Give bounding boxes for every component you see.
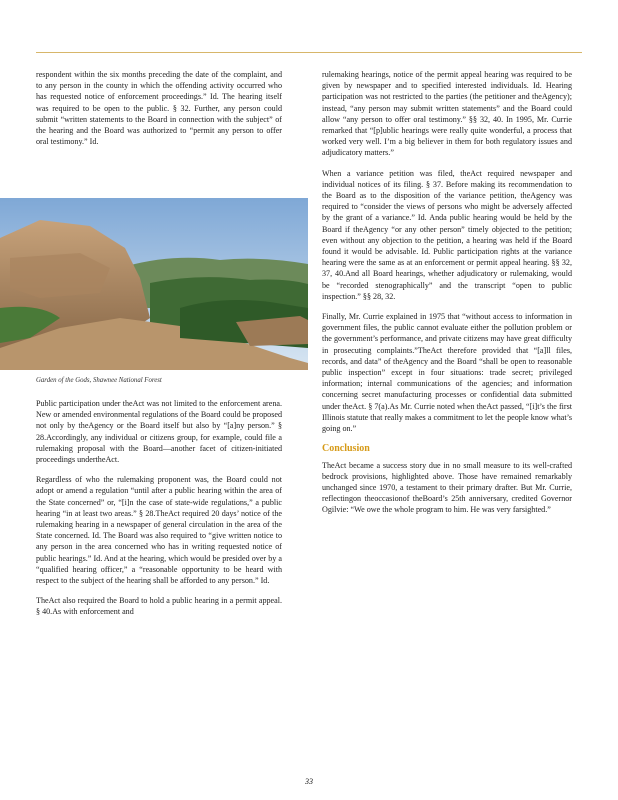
paragraph: When a variance petition was filed, theAct required newspaper and individual notices of its filing. § 37. Before making its recommendation to the Board as to the disposition of the variance petition, theAgency was required to “consider the views of persons who might be adversely affected by the grant of a variance.” Id. Anda public hearing would be held by the Board if theAgency “or any other person” timely objected to the petition; even without any objection to the petition, a hearing was held if the Board found it would be advisable. Id. Public participation rights at the variance hearing were the same as at an enforcement or permit appeal hearing. §§ 32, 37, 40.And all Board hearings, whether adjudicatory or rulemaking, would be “recorded stenographically” and the transcript “open to public inspection.” §§ 28, 32.: [322, 168, 572, 301]
landscape-photo: [0, 198, 308, 370]
left-column-top: [36, 69, 282, 156]
paragraph: TheAct became a success story due in no small measure to its well-crafted bedrock provisions, highlighted above. Those have remained remarkably unchanged since 1970, a testament to their primary drafter. But Mr. Currie, reflectingon theoccasionof theBoard’s 25th anniversary, credited Governor Ogilvie: “We owe the whole program to him. He was very farsighted.”: [322, 460, 572, 515]
paragraph: TheAct also required the Board to hold a public hearing in a permit appeal. § 40.As with enforcement and: [36, 596, 282, 617]
paragraph: Regardless of who the rulemaking proponent was, the Board could not adopt or amend a regulation “until after a public hearing within the area of the State concerned” or, “[i]n the case of state-wide regulations,” a public hearing “in at least two areas.” § 28.TheAct required 20 days’ notice of the rulemaking hearing in a newspaper of general circulation in the area of the State concerned. Id. The Board was also required to “give written notice to any person in the area concerned who has in writing requested notice of public hearings.” Id. And at the hearing, which would be presided over by a “qualified hearing officer,” a “reasonable opportunity to be heard with respect to the subject of the hearing shall be afforded to any person.” Id.: [36, 475, 282, 586]
photo-caption: Garden of the Gods, Shawnee National Forest: [36, 377, 162, 384]
conclusion-heading: Conclusion: [322, 443, 370, 455]
paragraph: rulemaking hearings, notice of the permit appeal hearing was required to be given by newspaper and to specified interested individuals. Id. Hearing participation was not restricted to the parties (the petitioner and theAgency); instead, “any person may submit written statements” and the Board could allow “any person to offer oral testimony.” §§ 32, 40. In 1995, Mr. Currie remarked that “[p]ublic hearings were really quite wonderful, a process that worked very well. I’m a big believer in them for both regulatory issues and adjudicatory matters.”: [322, 70, 572, 158]
page-number: 33: [305, 777, 313, 786]
paragraph: respondent within the six months preceding the date of the complaint, and to any person in the county in which the offending activity occurred who has requested notice of enforcement proceedings.” Id. The hearing itself was required to be open to the public. § 32. Further, any person could submit “written statements to the Board in connection with the subject” of the hearing and the Board was authorized to “permit any person to offer oral testimony.” Id.: [36, 70, 282, 147]
paragraph: Public participation under theAct was not limited to the enforcement arena. New or amended environmental regulations of the Board could be proposed not only by theAgency or the Board itself but also by “[a]ny person.” § 28.Accordingly, any individual or citizens group, for example, could file a rulemaking proposal with the Board—another facet of citizen-initiated proceedings undertheAct.: [36, 399, 282, 465]
left-column-bottom: [36, 398, 282, 627]
header-rule: [36, 52, 582, 53]
paragraph: Finally, Mr. Currie explained in 1975 that “without access to information in government files, the public cannot evaluate either the pollution problem or the government’s performance, and private citizens may have great difficulty in prosecuting complaints.”TheAct therefore provided that “[a]ll files, records, and data” of theAgency and the Board “shall be open to reasonable public inspection” except in four situations: trade secret; privileged information; internal communications of the agencies; and information concerning secret manufacturing processes or confidential data submitted under theAct. § 7(a).As Mr. Currie noted when theAct passed, “[i]t’s the first Illinois statute that really makes a commitment to let the people know what’s going on.”: [322, 312, 572, 434]
right-column: [322, 69, 572, 525]
